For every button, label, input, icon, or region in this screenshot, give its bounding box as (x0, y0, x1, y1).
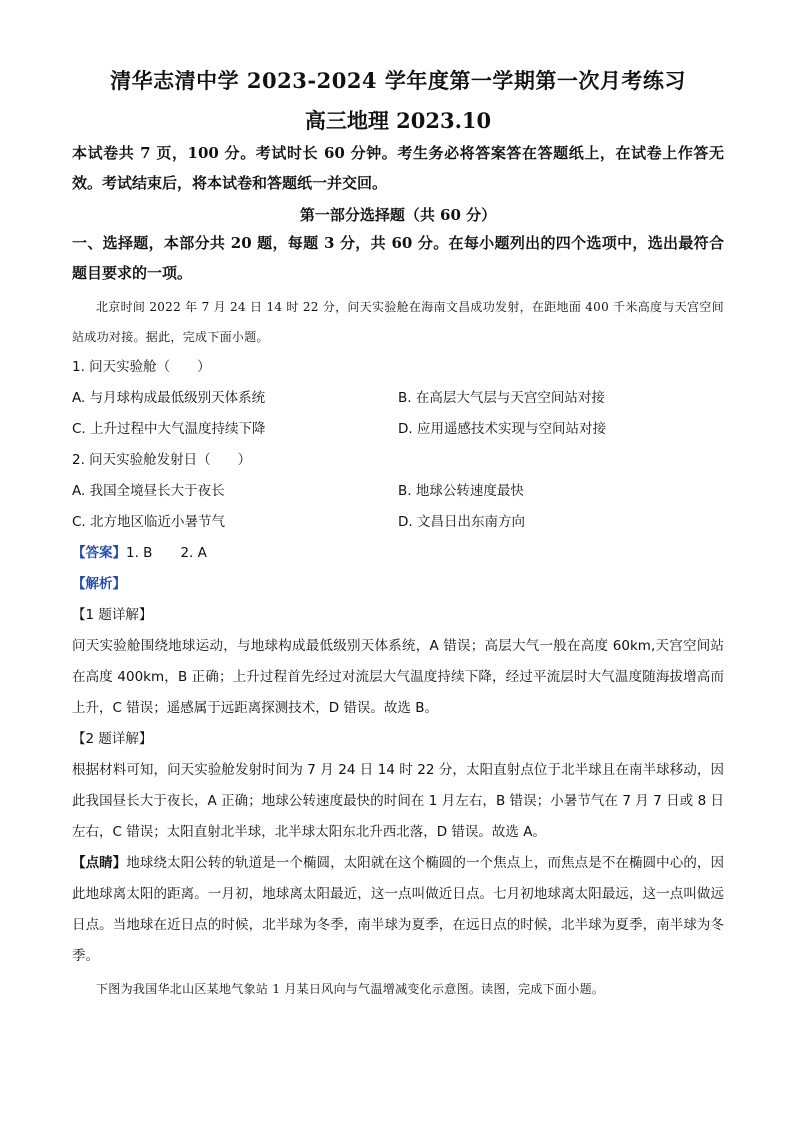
question-1 (72, 352, 724, 445)
analysis-tag: 【解析】 (72, 576, 126, 592)
section-instructions: 一、选择题，本部分共 20 题，每题 3 分，共 60 分。在每小题列出的四个选项中，选出最符合题目要求的一项。 (72, 234, 724, 282)
detail-1-heading: 【1 题详解】 (72, 607, 153, 623)
detail-2-heading: 【2 题详解】 (72, 731, 153, 747)
detail-2-text: 根据材料可知，问天实验舱发射时间为 7 月 24 日 14 时 22 分，太阳直射点位于北半球且在南半球移动，因此我国昼长大于夜长，A 正确；地球公转速度最快的时间在 1 月左右，B 错误；小暑节气在 7 月 7 日或 8 日左右，C 错误；太阳直射北半球，北半球太阳东北升西北落，D 错误。故选 A。 (72, 762, 724, 840)
exam-title: 清华志清中学 2023-2024 学年度第一学期第一次月考练习 (110, 68, 686, 93)
option-d: D. 应用遥感技术实现与空间站对接 (398, 421, 606, 437)
option-d: D. 文昌日出东南方向 (398, 514, 525, 530)
tip-tag: 【点睛】 (72, 855, 127, 871)
exam-page (72, 66, 724, 1004)
tip-paragraph (72, 848, 724, 972)
option-c: C. 上升过程中大气温度持续下降 (72, 421, 266, 437)
answer-tag: 【答案】 (72, 545, 126, 561)
option-a: A. 我国全境昼长大于夜长 (72, 483, 225, 499)
answer-line (72, 538, 724, 569)
option-c: C. 北方地区临近小暑节气 (72, 514, 226, 530)
material-1: 北京时间 2022 年 7 月 24 日 14 时 22 分，问天实验舱在海南文昌成功发射，在距地面 400 千米高度与天宫空间站成功对接。据此，完成下面小题。 (72, 300, 724, 344)
exam-intro: 本试卷共 7 页，100 分。考试时长 60 分钟。考生务必将答案答在答题纸上，在试卷上作答无效。考试结束后，将本试卷和答题纸一并交回。 (72, 144, 724, 192)
part-title: 第一部分选择题（共 60 分） (299, 206, 497, 224)
option-a: A. 与月球构成最低级别天体系统 (72, 390, 266, 406)
detail-1-text: 问天实验舱围绕地球运动，与地球构成最低级别天体系统，A 错误；高层大气一般在高度 60km,天宫空间站在高度 400km，B 正确；上升过程首先经过对流层大气温度持续下降，经过平流层时大气温度随海拔增高而上升，C 错误；遥感属于远距离探测技术，D 错误。故选 B。 (72, 638, 724, 716)
analysis-line (72, 569, 724, 600)
question-options (72, 383, 724, 445)
option-b: B. 在高层大气层与天宫空间站对接 (398, 390, 605, 406)
option-b: B. 地球公转速度最快 (398, 483, 524, 499)
exam-subtitle: 高三地理 2023.10 (304, 108, 492, 133)
answer-1: 1. B (126, 545, 153, 561)
tip-text: 地球绕太阳公转的轨道是一个椭圆，太阳就在这个椭圆的一个焦点上，而焦点是不在椭圆中心的，因此地球离太阳的距离。一月初，地球离太阳最近，这一点叫做近日点。七月初地球离太阳最远，这一点叫做远日点。当地球在近日点的时候，北半球为冬季，南半球为夏季，在远日点的时候，北半球为夏季，南半球为冬季。 (72, 855, 725, 964)
question-stem: 1. 问天实验舱（ ） (72, 359, 211, 375)
question-options (72, 476, 724, 538)
material-2: 下图为我国华北山区某地气象站 1 月某日风向与气温增减变化示意图。读图，完成下面小题。 (96, 982, 605, 996)
question-stem: 2. 问天实验舱发射日（ ） (72, 452, 252, 468)
question-2 (72, 445, 724, 538)
answer-2: 2. A (180, 545, 207, 561)
